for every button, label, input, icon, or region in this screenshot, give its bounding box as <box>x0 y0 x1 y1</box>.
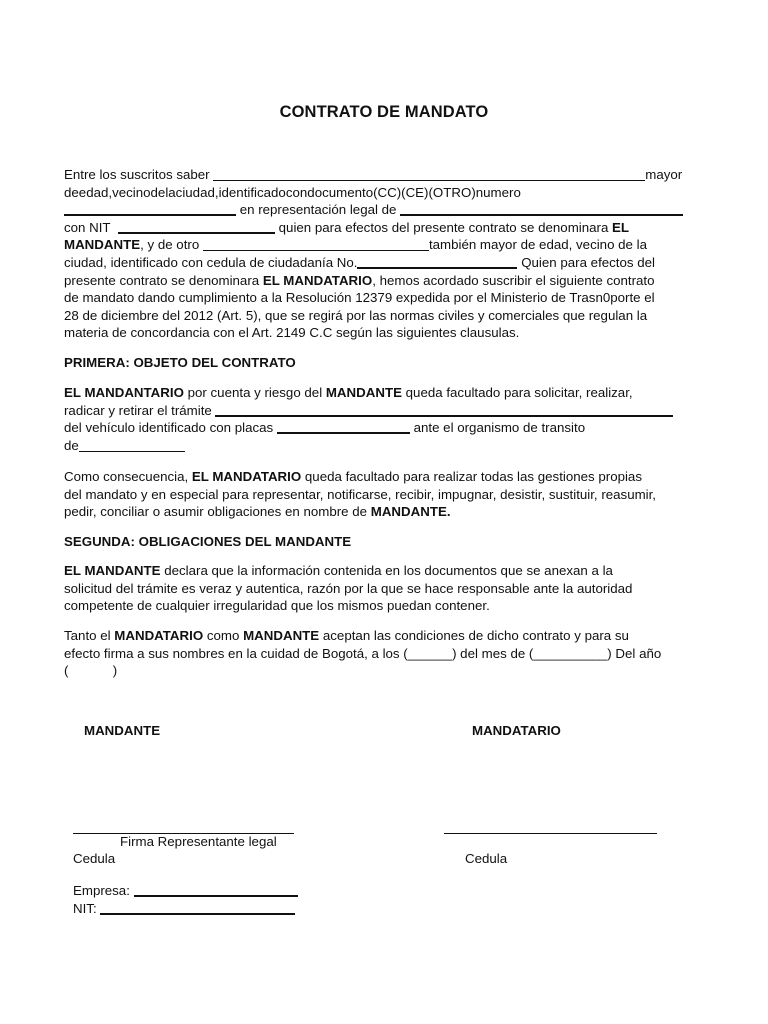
represented-entity-blank <box>400 201 683 216</box>
intro-bold: EL <box>612 219 630 235</box>
segunda-text: Tanto el <box>64 628 111 643</box>
segunda-text: competente de cualquier irregularidad que los mismos puedan contener. <box>64 598 490 614</box>
primera-text: pedir, conciliar o asumir obligaciones en nombre de <box>64 504 368 520</box>
intro-bold: EL MANDATARIO <box>262 272 373 288</box>
nit-blank <box>118 219 275 234</box>
primera-p2-line-3 <box>64 503 704 521</box>
intro-word: vecino <box>112 184 151 200</box>
intro-text: ciudad, identificado con cedula de ciudadanía No. <box>64 254 358 270</box>
mandatario-name-blank <box>203 237 429 251</box>
segunda-bold: MANDANTE <box>243 628 320 643</box>
primera-line-3 <box>64 419 704 437</box>
primera-bold: MANDANTE. <box>370 504 451 520</box>
intro-word: ciudad, <box>175 184 219 200</box>
cedula-left-label: Cedula <box>73 851 116 866</box>
empresa-label: Empresa: <box>73 883 130 898</box>
intro-line-9 <box>64 307 704 325</box>
empresa-blank <box>134 882 298 897</box>
intro-word: con <box>285 184 308 200</box>
segunda-p2-line-2 <box>64 645 704 663</box>
nit-field <box>73 900 295 916</box>
empresa-field <box>73 882 298 898</box>
primera-text: radicar y retirar el trámite <box>64 402 212 418</box>
section-heading-primera: PRIMERA: OBJETO DEL CONTRATO <box>64 355 296 370</box>
intro-paragraph <box>64 166 704 342</box>
intro-line-1 <box>64 166 704 184</box>
intro-text: Quien para efectos del <box>521 254 655 270</box>
placas-blank <box>277 419 410 434</box>
primera-text: queda facultado para realizar todas las gestiones propias <box>304 469 642 484</box>
intro-word: de <box>64 184 79 200</box>
intro-line-4 <box>64 219 704 237</box>
segunda-p2-line-3: ( ) <box>64 663 118 679</box>
mandatario-signature-label: MANDATARIO <box>472 723 561 738</box>
intro-text: con NIT <box>64 219 111 235</box>
segunda-p2-line-1 <box>64 627 704 645</box>
segunda-text: declara que la información contenida en los documentos que se anexan a la <box>164 563 613 578</box>
primera-line-1 <box>64 384 704 402</box>
intro-line-6 <box>64 254 704 272</box>
primera-line-2 <box>64 402 704 420</box>
name-blank <box>213 167 645 181</box>
primera-bold: EL MANDATARIO <box>191 469 302 484</box>
segunda-bold: MANDATARIO <box>114 628 204 643</box>
document-title: CONTRATO DE MANDATO <box>279 103 489 121</box>
primera-text: por cuenta y riesgo del <box>187 385 323 400</box>
primera-text: ante el organismo de transito <box>413 420 586 436</box>
primera-bold: MANDANTE <box>325 385 402 400</box>
segunda-paragraph-2 <box>64 627 704 680</box>
primera-p2-line-2 <box>64 486 704 504</box>
nit-signature-blank <box>100 900 295 915</box>
intro-text: quien para efectos del presente contrato se denominara <box>278 219 609 235</box>
intro-text: , y de otro <box>140 237 200 253</box>
intro-line-10 <box>64 324 704 342</box>
transito-blank <box>79 438 185 452</box>
intro-text: en representación legal de <box>239 202 397 218</box>
intro-text: de mandato dando cumplimiento a la Resolución 12379 expedida por el Ministerio de Trasn0porte el <box>64 290 655 306</box>
segunda-text: efecto firma a sus nombres en la cuidad de Bogotá, a los (______) del mes de (__________) Del año <box>64 645 662 661</box>
intro-text: 28 de diciembre del 2012 (Art. 5), que se regirá por las normas civiles y comerciales que regulan la <box>64 307 648 323</box>
segunda-line-1 <box>64 562 704 580</box>
nit-label: NIT: <box>73 901 97 916</box>
tramite-blank <box>215 402 673 417</box>
primera-line-4 <box>64 437 704 455</box>
intro-text: presente contrato se denominara <box>64 272 260 288</box>
segunda-text: solicitud del trámite es veraz y autentica, razón por la que se hace responsable ante la autoridad <box>64 580 633 596</box>
primera-bold: EL MANDANTARIO <box>64 385 184 400</box>
primera-paragraph-2 <box>64 468 704 521</box>
intro-word: edad, <box>78 184 113 200</box>
primera-text: queda facultado para solicitar, realizar, <box>405 385 633 400</box>
intro-word: documento <box>307 184 374 200</box>
segunda-text: como <box>206 628 240 643</box>
intro-line-3 <box>64 201 704 219</box>
segunda-line-2 <box>64 580 704 598</box>
intro-word: (CC) <box>373 184 402 200</box>
intro-bold: MANDANTE <box>64 237 141 253</box>
intro-text: Entre los suscritos saber <box>64 167 210 182</box>
mandante-signature-label: MANDANTE <box>84 723 161 738</box>
mandatario-signature-line <box>444 832 657 834</box>
primera-paragraph-1 <box>64 384 704 454</box>
firma-representante-label: Firma Representante legal <box>120 834 277 849</box>
intro-line-8 <box>64 289 704 307</box>
intro-word: numero <box>475 184 521 200</box>
intro-line-5 <box>64 236 704 254</box>
intro-line-7 <box>64 272 704 290</box>
intro-word: de <box>150 184 166 200</box>
intro-word: (OTRO) <box>428 184 476 200</box>
document-number-blank <box>64 201 236 216</box>
intro-text: también mayor de edad, vecino de la <box>428 237 647 253</box>
primera-text: de <box>64 437 79 453</box>
primera-text: del mandato y en especial para representar, notificarse, recibir, impugnar, desistir, sustituir, reasumir, <box>64 486 657 502</box>
cedula-right-label: Cedula <box>465 851 508 866</box>
primera-text: del vehículo identificado con placas <box>64 420 274 436</box>
cedula-number-blank <box>357 254 517 269</box>
primera-text: Como consecuencia, <box>64 469 189 484</box>
intro-text: mayor <box>645 167 683 182</box>
intro-word: identificado <box>218 184 286 200</box>
segunda-text: aceptan las condiciones de dicho contrato y para su <box>322 628 629 643</box>
intro-text: materia de concordancia con el Art. 2149 C.C según las siguientes clausulas. <box>64 325 520 341</box>
intro-line-2 <box>64 184 704 202</box>
intro-word: la <box>165 184 176 200</box>
segunda-line-3 <box>64 597 704 615</box>
intro-text: , hemos acordado suscribir el siguiente contrato <box>372 272 655 288</box>
segunda-bold: EL MANDANTE <box>64 563 161 578</box>
intro-word: (CE) <box>401 184 429 200</box>
primera-p2-line-1 <box>64 468 704 486</box>
section-heading-segunda: SEGUNDA: OBLIGACIONES DEL MANDANTE <box>64 534 352 549</box>
segunda-paragraph-1 <box>64 562 704 615</box>
